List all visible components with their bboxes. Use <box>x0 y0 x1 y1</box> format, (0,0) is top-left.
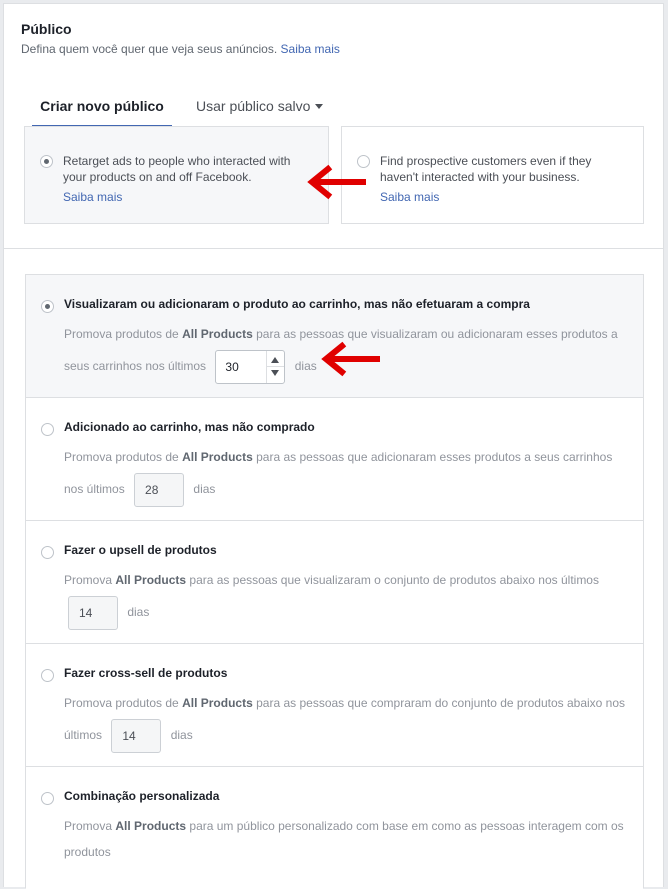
card-retarget[interactable] <box>24 126 329 224</box>
audience-tabs <box>32 94 332 128</box>
section-divider <box>4 248 663 249</box>
card-prospecting-description: Find prospective customers even if they haven't interacted with your business. <box>380 154 592 184</box>
product-set-name: All Products <box>182 450 253 464</box>
option-radio[interactable] <box>41 300 54 313</box>
option-description <box>64 442 634 507</box>
tab-saved-label: Usar público salvo <box>196 98 311 114</box>
product-set-name: All Products <box>115 573 187 587</box>
days-label: dias <box>294 359 317 374</box>
days-label: dias <box>193 482 216 497</box>
option-radio[interactable] <box>41 546 54 559</box>
learn-more-link[interactable]: Saiba mais <box>280 42 340 56</box>
audience-panel <box>3 3 664 887</box>
subtitle-text: Defina quem você quer que veja seus anúncios. <box>21 42 278 56</box>
option-title: Visualizaram ou adicionaram o produto ao carrinho, mas não efetuaram a compra <box>64 297 530 311</box>
option-radio[interactable] <box>41 423 54 436</box>
product-set-name: All Products <box>182 696 253 710</box>
option-title: Adicionado ao carrinho, mas não comprado <box>64 420 315 434</box>
section-title: Público <box>21 21 72 37</box>
product-set-name: All Products <box>115 819 187 833</box>
option-title: Fazer o upsell de produtos <box>64 543 217 557</box>
section-subtitle <box>21 42 340 56</box>
option-cross-sell-products[interactable] <box>26 644 643 767</box>
spin-up-icon[interactable] <box>271 357 279 363</box>
arrow-annotation-icon <box>318 341 380 377</box>
desc-after: para as pessoas que compraram do conjunto de produtos abaixo nos últimos <box>64 696 626 743</box>
option-description <box>64 688 634 753</box>
option-title: Fazer cross-sell de produtos <box>64 666 228 680</box>
desc-before: Promova produtos de <box>64 450 179 464</box>
card-prospecting-learn-more-link[interactable]: Saiba mais <box>380 190 440 204</box>
option-viewed-or-added-not-purchased[interactable] <box>26 275 643 398</box>
desc-before: Promova <box>64 573 113 587</box>
product-set-name: All Products <box>182 327 253 341</box>
stepper-controls <box>266 351 284 383</box>
desc-after: para as pessoas que visualizaram o conjunto de produtos abaixo nos últimos <box>189 573 599 587</box>
option-upsell-products[interactable] <box>26 521 643 644</box>
card-prospecting[interactable] <box>341 126 644 224</box>
desc-after: para as pessoas que adicionaram esses produtos a seus carrinhos nos últimos <box>64 450 613 497</box>
desc-before: Promova <box>64 819 113 833</box>
arrow-annotation-icon <box>304 164 366 200</box>
card-retarget-text <box>63 153 308 205</box>
card-retarget-learn-more-link[interactable]: Saiba mais <box>63 190 123 204</box>
radio-retarget[interactable] <box>40 155 53 168</box>
spin-down-icon[interactable] <box>271 370 279 376</box>
option-custom-combination[interactable] <box>26 767 643 889</box>
days-input-disabled: 14 <box>68 596 118 630</box>
card-prospecting-text <box>380 153 625 205</box>
days-label: dias <box>170 728 193 743</box>
desc-before: Promova produtos de <box>64 327 179 341</box>
option-radio[interactable] <box>41 669 54 682</box>
tab-use-saved-audience[interactable] <box>196 94 323 126</box>
spin-divider <box>267 366 284 367</box>
days-value: 30 <box>225 360 239 374</box>
option-description <box>64 565 634 630</box>
desc-after: para as pessoas que visualizaram ou adicionaram esses produtos a seus carrinhos nos últimos <box>64 327 618 374</box>
desc-before: Promova produtos de <box>64 696 179 710</box>
tab-create-new-audience[interactable]: Criar novo público <box>32 94 172 128</box>
days-label: dias <box>127 605 150 620</box>
audience-header <box>21 21 340 56</box>
option-radio[interactable] <box>41 792 54 805</box>
option-added-to-cart-not-purchased[interactable] <box>26 398 643 521</box>
days-input-disabled: 14 <box>111 719 161 753</box>
option-title: Combinação personalizada <box>64 789 220 803</box>
card-retarget-description: Retarget ads to people who interacted with your products on and off Facebook. <box>63 154 291 184</box>
desc-after: para um público personalizado com base em como as pessoas interagem com os produtos <box>64 819 624 859</box>
option-description <box>64 813 634 865</box>
days-input-disabled: 28 <box>134 473 184 507</box>
chevron-down-icon <box>315 104 323 109</box>
days-stepper[interactable] <box>215 350 285 384</box>
